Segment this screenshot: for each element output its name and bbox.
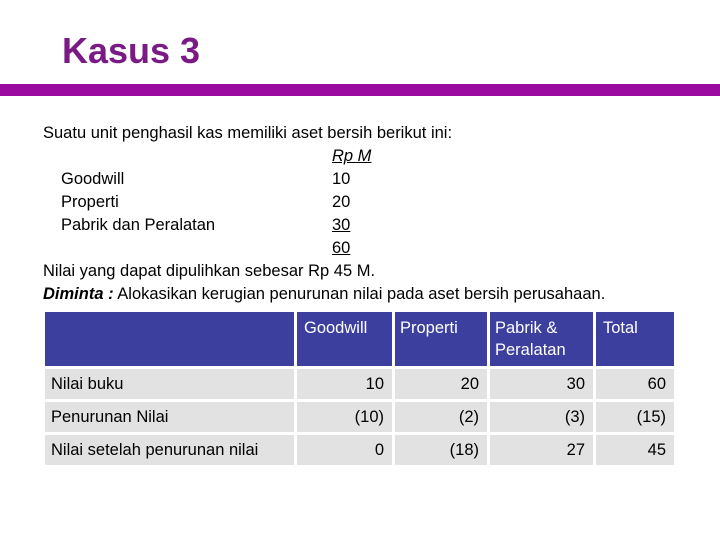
slide-title: Kasus 3 [62,30,201,71]
table-row [45,402,294,432]
recoverable-amount-text: Nilai yang dapat dipulihkan sebesar Rp 45 M. [43,262,376,280]
title-divider [0,84,720,96]
table-cell [297,369,392,399]
asset-value-goodwill: 10 [332,170,351,188]
header-goodwill-label: Goodwill [304,319,368,337]
table-cell [490,435,593,465]
asset-label-pabrik: Pabrik dan Peralatan [61,216,216,234]
header-properti-label: Properti [400,319,458,337]
task-label: Diminta : [43,285,114,303]
table-cell [596,402,674,432]
table-cell [395,402,487,432]
asset-label-goodwill: Goodwill [61,170,125,188]
table-cell [395,369,487,399]
task-body: Alokasikan kerugian penurunan nilai pada aset bersih perusahaan. [113,285,606,303]
header-pabrik-label: Pabrik & Peralatan [495,319,566,359]
cell-value: 0 [374,441,384,459]
cell-value: (2) [458,408,479,426]
cell-value: 20 [460,375,479,393]
table-header-total [596,312,674,366]
table-cell [596,435,674,465]
asset-total-value: 60 [332,239,351,257]
table-cell [596,369,674,399]
table-cell [395,435,487,465]
cell-value: 10 [365,375,384,393]
cell-value: 45 [647,441,666,459]
cell-value: 60 [647,375,666,393]
table-header-properti [395,312,487,366]
cell-value: 27 [566,441,585,459]
row-label: Penurunan Nilai [51,408,169,426]
unit-header: Rp M [332,147,372,165]
table-header-blank [45,312,294,366]
table-cell [490,369,593,399]
intro-text: Suatu unit penghasil kas memiliki aset bersih berikut ini: [43,124,453,142]
cell-value: 30 [566,375,585,393]
table-cell [297,435,392,465]
asset-value-properti: 20 [332,193,351,211]
cell-value: (15) [636,408,666,426]
asset-value-pabrik: 30 [332,216,351,234]
header-total-label: Total [603,319,638,337]
table-header-goodwill [297,312,392,366]
table-row [45,435,294,465]
cell-value: (18) [449,441,479,459]
table-header-pabrik [490,312,593,366]
table-cell [297,402,392,432]
cell-value: (3) [564,408,585,426]
row-label: Nilai buku [51,375,124,393]
task-text [43,283,605,305]
table-cell [490,402,593,432]
row-label: Nilai setelah penurunan nilai [51,441,259,459]
cell-value: (10) [354,408,384,426]
asset-label-properti: Properti [61,193,119,211]
table-row [45,369,294,399]
